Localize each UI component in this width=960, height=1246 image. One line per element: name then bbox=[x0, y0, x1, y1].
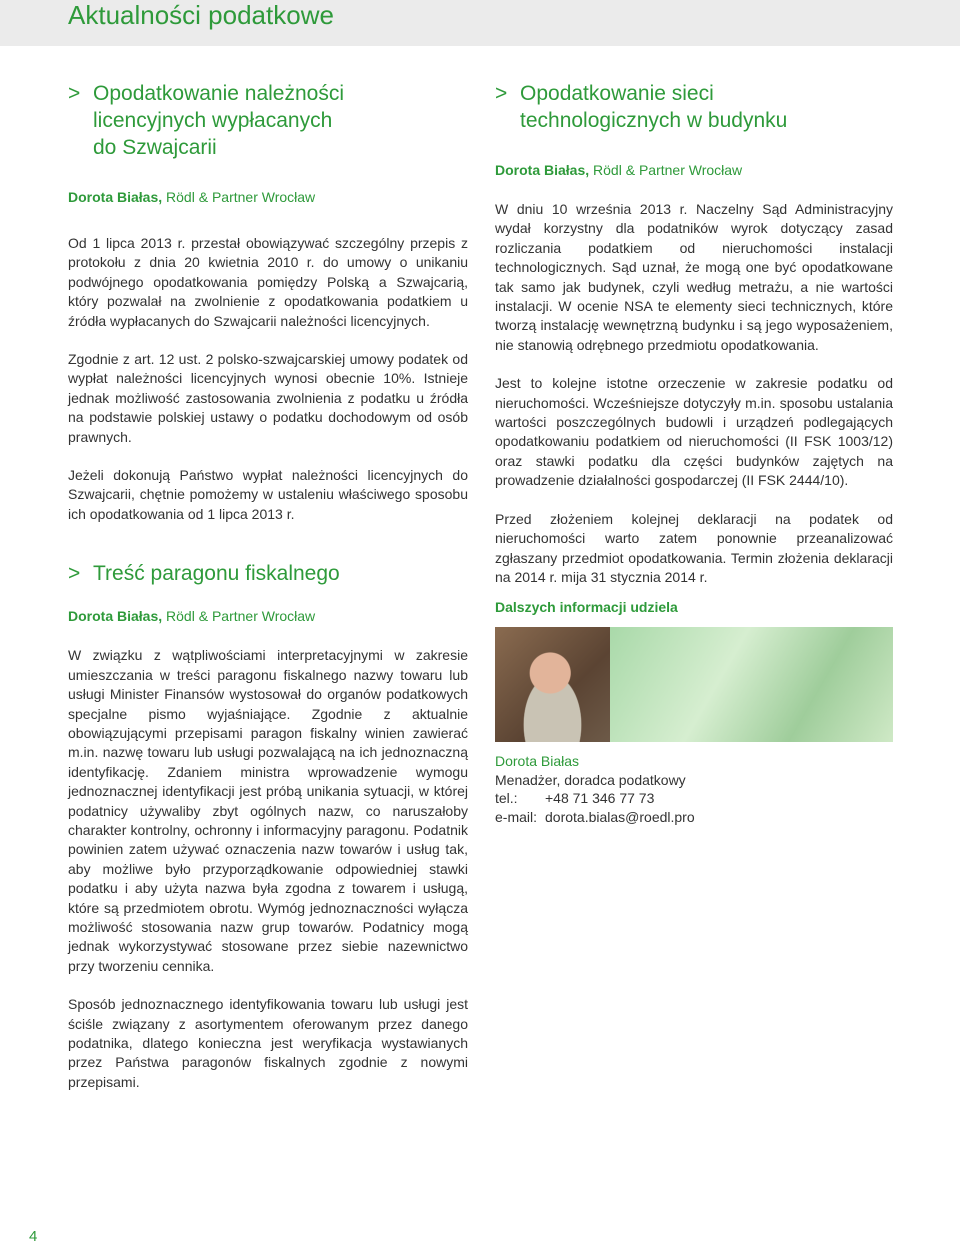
article3-heading-line: Opodatkowanie sieci bbox=[520, 82, 714, 105]
article1-heading-line: licencyjnych wypłacanych bbox=[93, 109, 333, 132]
article1-heading bbox=[68, 80, 468, 161]
article2-paragraph: Sposób jednoznacznego identyfikowania towaru lub usługi jest ściśle związany z asortymentem oferowanym przez danego podatnika, dlatego konieczna jest weryfikacja wystawianych przez Państwa paragonów fiskalnych zgodnie z nowymi przepisami. bbox=[68, 996, 468, 1090]
page-number: 4 bbox=[29, 1228, 38, 1245]
article2-heading-text: Treść paragonu fiskalnego bbox=[93, 562, 340, 586]
contact-email-row bbox=[495, 808, 893, 827]
arrow-icon: > bbox=[495, 82, 508, 105]
article1-heading-line: do Szwajcarii bbox=[93, 136, 217, 159]
article3-author: Dorota Białas, Rödl & Partner Wrocław bbox=[495, 162, 743, 178]
header-bar bbox=[0, 0, 960, 46]
phone-label: tel.: bbox=[495, 790, 518, 806]
page-title: Aktualności podatkowe bbox=[68, 0, 334, 30]
article3-heading-line: technologicznych w budynku bbox=[520, 109, 788, 132]
right-column bbox=[495, 80, 893, 615]
article3-paragraph: Jest to kolejne istotne orzeczenie w zakresie podatku od nieruchomości. Wcześniejsze dotyczyły m.in. sposobu ustalania wartości poszczególnych budowli i urządzeń podlegających opodatkowaniu podatkiem od nieruchomości (II FSK 1003/12) oraz stawki podatku dla części budynków zajętych na prowadzenie działalności gospodarczej (II FSK 2444/10). bbox=[495, 375, 893, 489]
contact-block bbox=[495, 752, 893, 826]
article3-paragraph: W dniu 10 września 2013 r. Naczelny Sąd Administracyjny wydał korzystny dla podatników wyrok dotyczący zasad rozliczania podatkiem od nieruchomości instalacji technologicznych. Sąd uznał, że mogą one być opodatkowane tak samo jak budynek, czyli według metrażu, a nie wartości instalacji. W ocenie NSA te elementy sieci technicznych, które tworzą instalację wewnętrzną budynku i są jego wyposażeniem, nie stanowią odrębnego przedmiotu opodatkowania. bbox=[495, 201, 893, 353]
article1-author: Dorota Białas, Rödl & Partner Wrocław bbox=[68, 189, 316, 205]
contact-name: Dorota Białas bbox=[495, 753, 580, 769]
arrow-icon: > bbox=[68, 82, 81, 105]
article2-paragraph: W związku z wątpliwościami interpretacyjnymi w zakresie umieszczania w treści paragonu fiskalnego nazwy towaru lub usługi Minister Finansów wystosował do organów podatkowych specjalne pismo wyjaśniające. Zgodnie z aktualnie obowiązującymi przepisami paragon fiskalny winien zawierać m.in. nazwę towaru lub usługi pozwalającą na ich jednoznaczną identyfikację. Zdaniem ministra wprowadzenie wymogu jednoznacznej identyfikacji jest próbą unikania sytuacji, w której podatnicy używaliby zbyt ogólnych nazw, co naruszałoby charakter kontrolny, ochronny i informacyjny paragonu. Podatnik powinien zatem używać oznaczenia nazw towarów i usług tak, aby możliwe było przyporządkowanie odpowiedniej stawki podatku i aby użyta nazwa była zgodna z towarem i usługą, które są przedmiotem obrotu. Wymóg jednoznaczności wyłącza możliwość stosowania nazw grup towarów. Podatnicy mogą jednak wykorzystywać stosowane przez siebie nazewnictwo przy tworzeniu cennika. bbox=[68, 647, 468, 974]
decorative-green-image bbox=[610, 627, 893, 742]
article1-heading-line: Opodatkowanie należności bbox=[93, 82, 344, 105]
article3-heading bbox=[495, 80, 893, 134]
article1-paragraph: Od 1 lipca 2013 r. przestał obowiązywać szczególny przepis z protokołu z dnia 20 kwietnia 2010 r. do umowy o unikaniu podwójnego opodatkowania pomiędzy Polską a Szwajcarią, który pozwalał na zwolnienie z opodatkowania podatkiem u źródła wypłacanych do Szwajcarii należności licencyjnych. bbox=[68, 235, 468, 329]
email-link[interactable]: dorota.bialas@roedl.pro bbox=[545, 808, 695, 825]
article2-author: Dorota Białas, Rödl & Partner Wrocław bbox=[68, 608, 316, 625]
phone-value[interactable]: +48 71 346 77 73 bbox=[545, 790, 655, 806]
contact-photo bbox=[495, 627, 610, 742]
article1-paragraph: Zgodnie z art. 12 ust. 2 polsko-szwajcarskiej umowy podatek od wypłat należności licencyjnych wynosi obecnie 10%. Istnieje jednak możliwość zastosowania zwolnienia z podatku u źródła na podstawie polskiej ustawy o podatku dochodowym od osób prawnych. bbox=[68, 351, 468, 445]
contact-phone-row bbox=[495, 789, 893, 808]
article3-paragraph: Przed złożeniem kolejnej deklaracji na podatek od nieruchomości warto zatem ponownie przeanalizować zgłaszany przedmiot opodatkowania. Termin złożenia deklaracji na 2014 r. mija 31 stycznia 2014 r. bbox=[495, 510, 893, 585]
arrow-icon: > bbox=[68, 562, 81, 586]
contact-role: Menadżer, doradca podatkowy bbox=[495, 771, 686, 788]
email-label: e-mail: bbox=[495, 808, 538, 825]
left-column bbox=[68, 80, 468, 1092]
article1-paragraph: Jeżeli dokonują Państwo wypłat należności licencyjnych do Szwajcarii, chętnie pomożemy w ustaleniu właściwego sposobu ich opodatkowania od 1 lipca 2013 r. bbox=[68, 467, 468, 522]
article2-heading bbox=[68, 560, 468, 587]
more-info-label: Dalszych informacji udziela bbox=[495, 599, 678, 616]
